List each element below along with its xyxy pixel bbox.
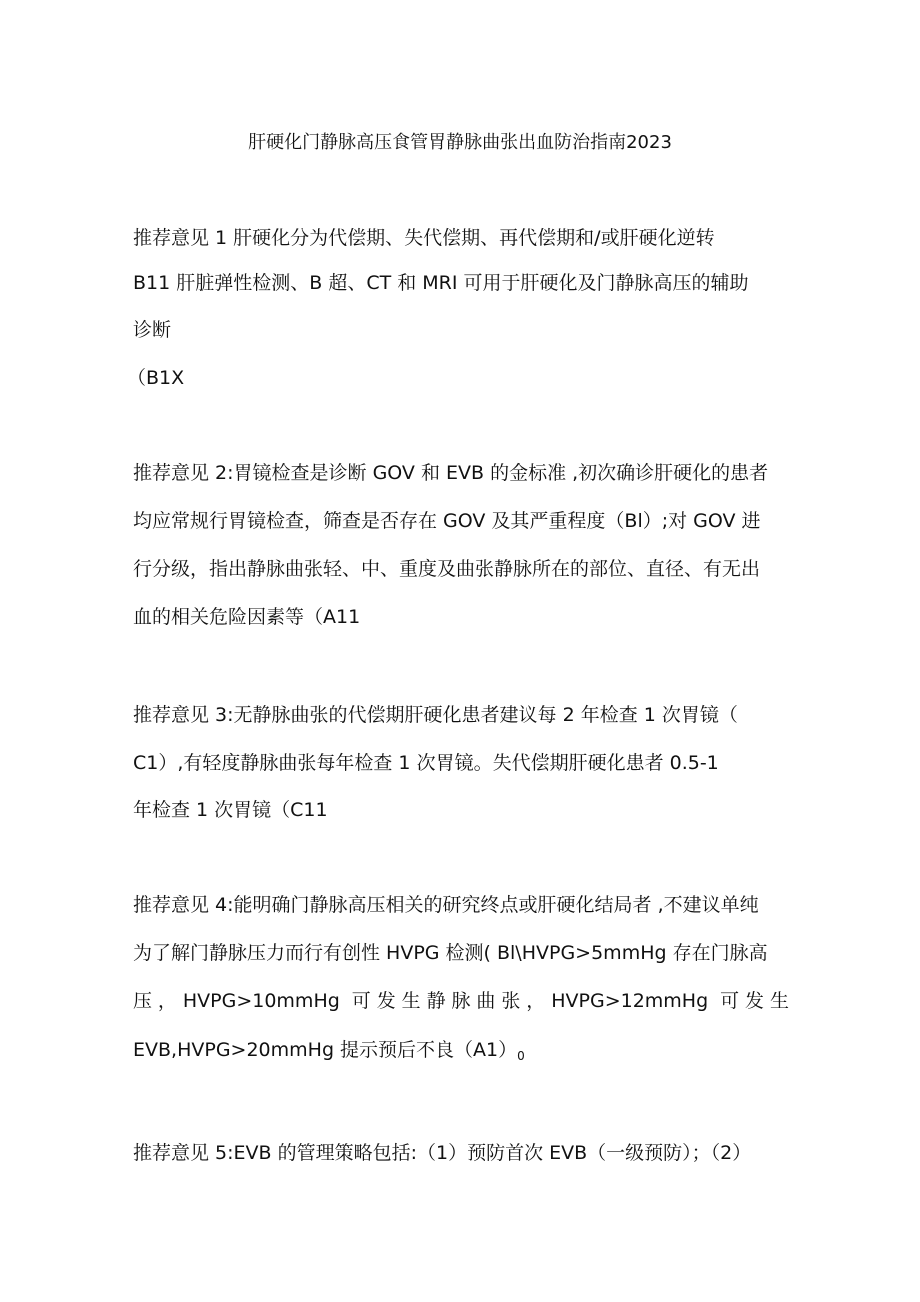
recommendation-3-line-2: C1）,有轻度静脉曲张每年检查 1 次胃镜。失代偿期肝硬化患者 0.5-1 [133,752,719,774]
recommendation-4-line-3: 压，HVPG>10mmHg 可发生静脉曲张，HVPG>12mmHg 可发生 [133,990,789,1012]
recommendation-4-line-2: 为了解门静脉压力而行有创性 HVPG 检测( Bl\HVPG>5mmHg 存在门脉高 [133,942,768,964]
recommendation-2-line-4: 血的相关危险因素等（A11 [133,606,361,628]
recommendation-4-line-4 [133,1038,525,1068]
recommendation-2-line-2: 均应常规行胃镜检查，筛查是否存在 GOV 及其严重程度（Bl）;对 GOV 进 [133,510,761,532]
recommendation-1-line-2: B11 肝脏弹性检测、B 超、CT 和 MRI 可用于肝硬化及门静脉高压的辅助 [133,272,749,294]
recommendation-4-subscript: 0 [517,1049,525,1063]
recommendation-2-line-3: 行分级，指出静脉曲张轻、中、重度及曲张静脉所在的部位、直径、有无出 [133,558,761,580]
recommendation-3-line-3: 年检查 1 次胃镜（C11 [133,799,328,821]
recommendation-4-line-1: 推荐意见 4:能明确门静脉高压相关的研究终点或肝硬化结局者 ,不建议单纯 [133,894,759,916]
recommendation-1-line-3: 诊断 [133,319,172,341]
recommendation-4-line-4-text: EVB,HVPG>20mmHg 提示预后不良（A1） [133,1039,518,1061]
recommendation-1-line-4: （B1X [127,367,185,389]
recommendation-1-line-1: 推荐意见 1 肝硬化分为代偿期、失代偿期、再代偿期和/或肝硬化逆转 [133,227,715,249]
recommendation-3-line-1: 推荐意见 3:无静脉曲张的代偿期肝硬化患者建议每 2 年检查 1 次胃镜（ [133,704,738,726]
recommendation-5-line-1: 推荐意见 5:EVB 的管理策略包括:（1）预防首次 EVB（一级预防）；（2） [133,1142,752,1164]
document-title: 肝硬化门静脉高压食管胃静脉曲张出血防治指南2023 [248,132,672,153]
recommendation-2-line-1: 推荐意见 2:胃镜检查是诊断 GOV 和 EVB 的金标准 ,初次确诊肝硬化的患者 [133,462,769,484]
